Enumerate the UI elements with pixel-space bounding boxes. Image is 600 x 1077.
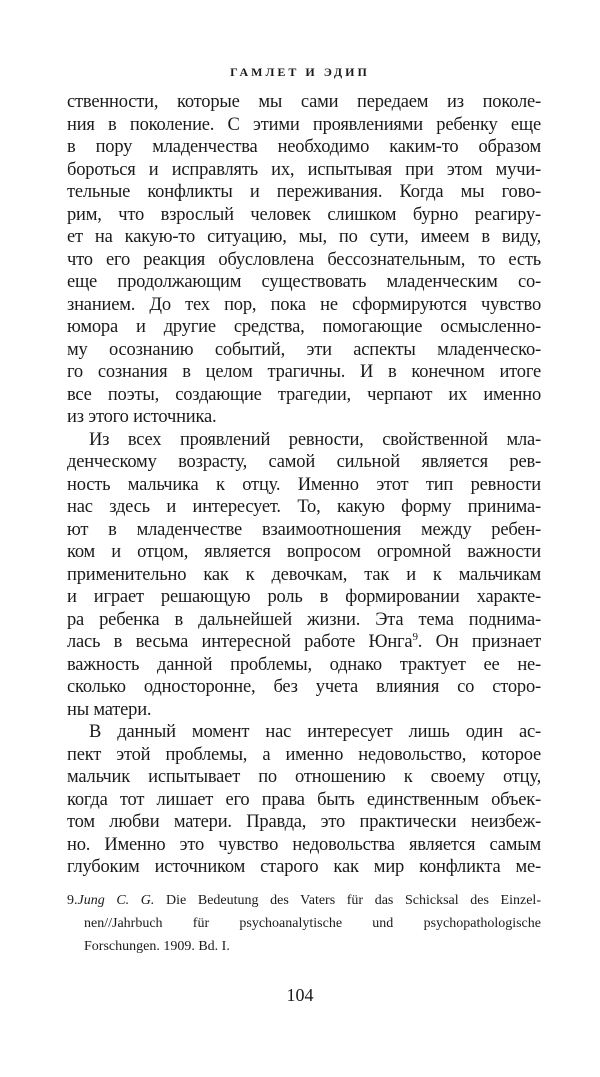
text-line: [67, 159, 541, 182]
text-line-content: денческому возрасту, самой сильной является рев-: [67, 452, 541, 472]
running-header: ГАМЛЕТ И ЭДИП: [230, 65, 370, 79]
text-line-content: ность мальчика к отцу. Именно этот тип ревности: [67, 474, 541, 495]
text-line: [67, 249, 541, 272]
text-line: [67, 564, 541, 587]
text-line: [67, 609, 541, 632]
text-line-content: Из всех проявлений ревности, свойственной мла-: [89, 429, 541, 450]
text-line: [67, 699, 541, 722]
text-line-content: что его реакция обусловлена бессознательным, то есть: [67, 249, 541, 270]
text-line-content: важность данной проблемы, однако трактует ее не-: [67, 654, 541, 675]
text-line-content: том любви матери. Правда, это практически неизбеж-: [67, 812, 541, 832]
text-line: [67, 474, 541, 497]
text-line-content: му осознанию событий, эти аспекты младенческо-: [67, 339, 541, 360]
text-line: [67, 721, 541, 744]
text-line-content: применительно как к девочкам, так и к мальчикам: [67, 564, 541, 585]
text-line-content: . Он признает: [417, 632, 541, 652]
text-line-content: пект этой проблемы, а именно недовольство, которое: [67, 744, 541, 765]
footnote: [67, 889, 541, 958]
text-line: [67, 811, 541, 834]
text-line: [67, 519, 541, 542]
text-line-content: сколько односторонне, без учета влияния со сторо-: [67, 677, 541, 697]
footnote-number: 9.: [67, 893, 78, 908]
text-line: [67, 789, 541, 812]
footnote-line: nen//Jahrbuch für psychoanalytische und psychopathologische: [84, 916, 541, 931]
text-line: [67, 406, 541, 429]
text-line-content: глубоким источником старого как мир конфликта ме-: [67, 857, 541, 877]
text-line: [67, 766, 541, 789]
text-line-content: В данный момент нас интересует лишь один ас-: [89, 722, 541, 742]
text-line-content: знанием. До тех пор, пока не сформируются чувство: [67, 294, 541, 315]
text-line: [67, 181, 541, 204]
page-number: 104: [286, 985, 314, 1005]
text-line: [67, 316, 541, 339]
text-line: [67, 361, 541, 384]
footnote-reference[interactable]: 9: [412, 630, 418, 643]
text-line: [67, 744, 541, 767]
text-line-content: в пору младенчества необходимо каким-то образом: [67, 137, 541, 157]
text-line-content: ны матери.: [67, 699, 152, 720]
footnote-line: [67, 889, 541, 912]
text-line-content: все поэты, создающие трагедии, черпают их именно: [67, 384, 541, 405]
text-line: [67, 114, 541, 137]
text-line: [67, 451, 541, 474]
text-line-content: ком и отцом, является вопросом огромной важности: [67, 542, 541, 562]
text-line: [67, 654, 541, 677]
text-line-content: еще продолжающим существовать младенческим со-: [67, 272, 541, 292]
text-line: [67, 429, 541, 452]
text-line: [67, 541, 541, 564]
text-line: [67, 676, 541, 699]
text-line: [67, 91, 541, 114]
body-text: [67, 91, 541, 879]
text-line-content: юмора и другие средства, помогающие осмысленно-: [67, 317, 541, 337]
text-line: [67, 226, 541, 249]
text-line-content: рим, что взрослый человек слишком бурно реагиру-: [67, 204, 541, 225]
text-line: [67, 834, 541, 857]
text-line-content: из этого источника.: [67, 407, 217, 427]
text-line: [67, 856, 541, 879]
text-line-content: и играет решающую роль в формировании характе-: [67, 587, 541, 607]
text-line: [67, 384, 541, 407]
text-line: [67, 586, 541, 609]
text-line: [67, 496, 541, 519]
text-line-content: но. Именно это чувство недовольства является самым: [67, 834, 541, 855]
text-line-content: тельные конфликты и переживания. Когда мы гово-: [67, 182, 541, 202]
text-line: [67, 204, 541, 227]
footnote-text: Die Bedeutung des Vaters für das Schicksal des Einzel-: [154, 893, 541, 908]
text-line-content: ют в младенчестве взаимоотношения между ребен-: [67, 519, 541, 540]
text-line-content: когда тот лишает его права быть единственным объек-: [67, 789, 541, 810]
text-line-content: ра ребенка в дальнейшей жизни. Эта тема поднима-: [67, 609, 541, 630]
text-line-content: лась в весьма интересной работе Юнга: [67, 632, 413, 652]
text-line: [67, 294, 541, 317]
text-line-content: ния в поколение. С этими проявлениями ребенку еще: [67, 114, 541, 135]
text-line-content: го сознания в целом трагичны. И в конечном итоге: [67, 362, 541, 382]
text-line: [67, 136, 541, 159]
text-line-content: мальчик испытывает по отношению к своему отцу,: [67, 767, 541, 787]
text-line-content: ственности, которые мы сами передаем из поколе-: [67, 92, 541, 112]
text-line-content: нас здесь и интересует. То, какую форму принима-: [67, 497, 541, 517]
text-line: [67, 339, 541, 362]
text-line-content: бороться и исправлять их, испытывая при этом мучи-: [67, 159, 541, 180]
text-line-content: ет на какую-то ситуацию, мы, по сути, имеем в виду,: [67, 227, 541, 247]
text-line: [67, 271, 541, 294]
text-line: [67, 631, 541, 654]
footnote-line: Forschungen. 1909. Bd. I.: [84, 939, 230, 954]
footnote-author: Jung C. G.: [77, 893, 155, 908]
